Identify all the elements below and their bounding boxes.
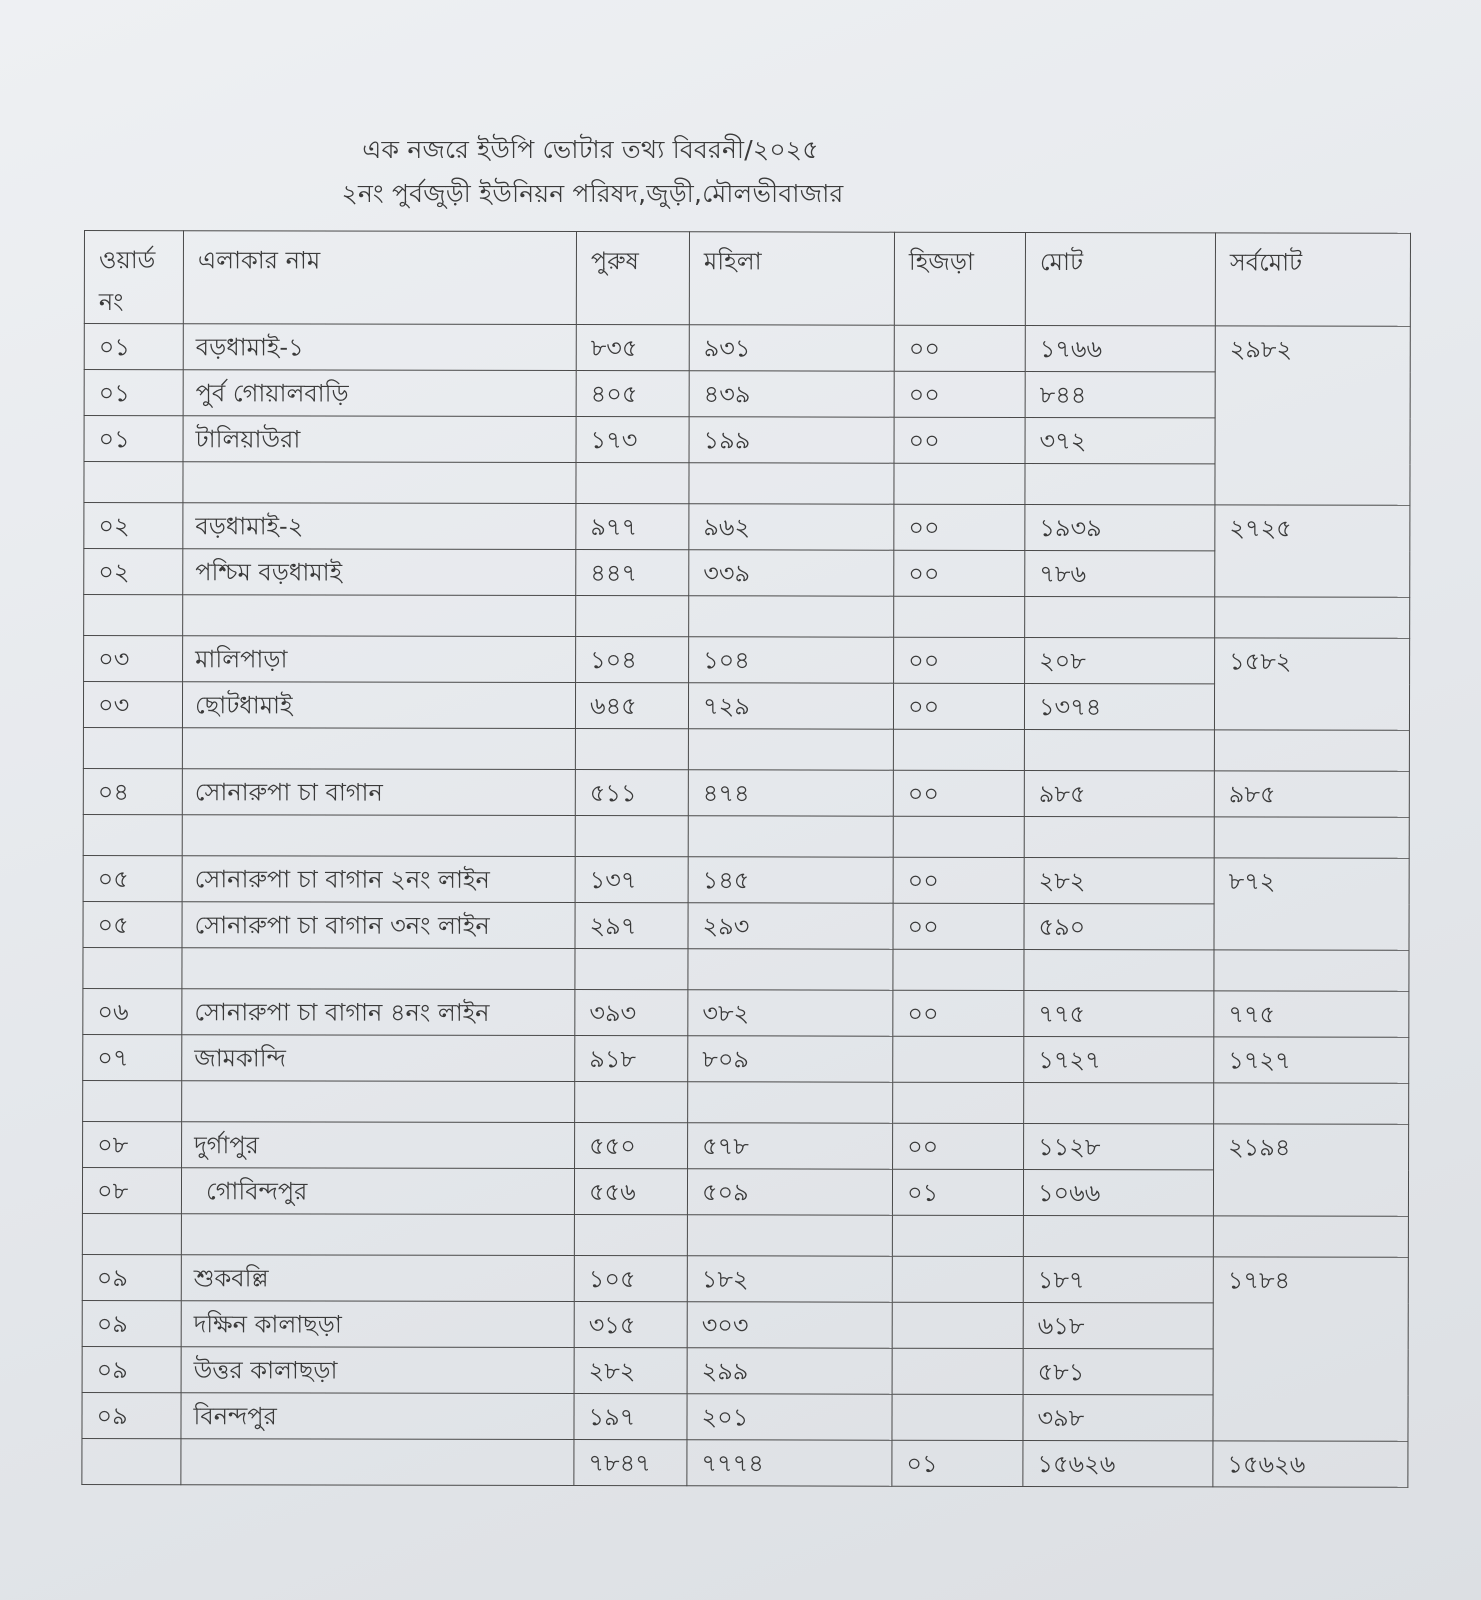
blank-cell (894, 463, 1025, 504)
blank-cell (576, 463, 689, 504)
blank-cell (576, 596, 689, 637)
ward-cell: ০৫ (83, 901, 182, 947)
ward-cell: ০৯ (82, 1300, 181, 1346)
spacer-row (83, 947, 1409, 991)
ward-cell: ০৮ (83, 1121, 182, 1167)
female-cell: ২০১ (687, 1394, 892, 1440)
blank-cell (1024, 816, 1214, 857)
blank-cell (575, 816, 688, 857)
male-cell: ৬৪৫ (575, 683, 688, 729)
hijra-cell: ০০ (893, 683, 1024, 729)
total-cell: ১১২৮ (1024, 1123, 1214, 1169)
female-cell: ৩০৩ (687, 1302, 892, 1348)
female-cell: ৪৩৯ (689, 371, 894, 417)
female-cell: ১০৪ (689, 637, 894, 683)
table-row (84, 370, 1410, 419)
spacer-row (84, 462, 1410, 506)
total-cell: ৫৮১ (1023, 1348, 1213, 1394)
table-header-row (84, 231, 1410, 327)
blank-cell (1214, 950, 1409, 991)
ward-cell: ০৯ (82, 1392, 181, 1438)
total-cell: ১৭৬৬ (1025, 325, 1215, 371)
hijra-cell: ০০ (894, 550, 1025, 596)
table-row (84, 503, 1410, 552)
male-cell: ৩১৫ (574, 1302, 687, 1348)
male-cell: ৩৯৩ (575, 990, 688, 1036)
blank-cell (83, 947, 182, 988)
table-row (84, 636, 1410, 685)
grand-total-cell: ৭৭৫ (1214, 991, 1409, 1037)
area-cell: ছোটধামাই (182, 682, 575, 729)
table-row (83, 1121, 1409, 1170)
female-cell: ৪৭৪ (688, 770, 893, 816)
total-cell: ৯৮৫ (1024, 770, 1214, 816)
blank-cell (183, 462, 576, 504)
female-cell: ২৯৯ (687, 1348, 892, 1394)
hijra-cell: ০০ (893, 903, 1024, 949)
hijra-cell: ০০ (893, 1123, 1024, 1169)
ward-cell: ০৫ (83, 855, 182, 901)
hijra-cell: ০০ (893, 857, 1024, 903)
blank-cell (84, 462, 183, 503)
blank-cell (182, 1081, 575, 1123)
male-cell: ২৮২ (574, 1348, 687, 1394)
total-cell: ৭৮৬ (1025, 550, 1215, 596)
column-header-hijra: হিজড়া (894, 232, 1025, 325)
voter-table (81, 230, 1411, 1488)
area-cell: শুকবল্লি (181, 1255, 574, 1302)
area-cell: মালিপাড়া (183, 636, 576, 683)
blank-cell (1024, 949, 1214, 990)
blank-cell (689, 463, 894, 504)
blank-cell (84, 595, 183, 636)
female-cell: ৯৬২ (689, 504, 894, 550)
total-grand-cell: ১৫৬২৬ (1213, 1441, 1408, 1487)
area-cell: বড়ধামাই-২ (183, 503, 576, 550)
male-cell: ১৩৭ (575, 857, 688, 903)
blank-cell (688, 949, 893, 990)
column-header-area: এলাকার নাম (183, 231, 576, 325)
ward-cell: ০৩ (84, 636, 183, 682)
male-cell: ১০৪ (576, 637, 689, 683)
total-cell: ১০৬৬ (1023, 1169, 1213, 1215)
spacer-row (84, 595, 1410, 639)
total-cell: ৩৯৮ (1023, 1394, 1213, 1440)
female-cell: ৭২৯ (688, 683, 893, 729)
hijra-cell: ০০ (894, 637, 1025, 683)
blank-cell (893, 949, 1024, 990)
total-cell: ৫৯০ (1024, 903, 1214, 949)
blank-cell (1214, 1083, 1409, 1124)
area-cell: জামকান্দি (182, 1035, 575, 1082)
area-cell: উত্তর কালাছড়া (181, 1347, 574, 1394)
blank-cell (575, 949, 688, 990)
female-cell: ১৮২ (687, 1256, 892, 1302)
male-cell: ৪০৫ (576, 371, 689, 417)
blank-cell (83, 814, 182, 855)
blank-cell (575, 729, 688, 770)
grand-total-cell: ২১৯৪ (1213, 1124, 1408, 1216)
female-cell: ৩৩৯ (689, 550, 894, 596)
blank-cell (182, 815, 575, 857)
area-cell: টালিয়াউরা (183, 416, 576, 463)
male-cell: ৫৫০ (575, 1123, 688, 1169)
total-hijra-cell: ০১ (892, 1440, 1023, 1486)
male-cell: ১৭৩ (576, 417, 689, 463)
table-row (83, 901, 1409, 950)
total-cell: ৮৪৪ (1025, 371, 1215, 417)
table-row (83, 855, 1409, 904)
area-cell: দুর্গাপুর (182, 1122, 575, 1169)
grand-total-cell: ১৭২৭ (1214, 1037, 1409, 1083)
column-header-grand-total: সর্বমোট (1215, 233, 1410, 326)
area-cell: পুর্ব গোয়ালবাড়ি (183, 370, 576, 417)
table-row (82, 1167, 1408, 1216)
total-cell: ১৩৭৪ (1024, 683, 1214, 729)
grand-total-cell: ১৭৮৪ (1213, 1257, 1408, 1441)
blank-cell (894, 596, 1025, 637)
column-header-female: মহিলা (689, 232, 894, 325)
blank-cell (1024, 729, 1214, 770)
total-female-cell: ৭৭৭৪ (687, 1440, 892, 1486)
table-row (82, 1300, 1408, 1349)
area-cell: দক্ষিন কালাছড়া (181, 1301, 574, 1348)
male-cell: ৮৩৫ (576, 325, 689, 371)
hijra-cell (893, 1036, 1024, 1082)
blank-cell (182, 728, 575, 770)
blank-cell (1213, 1216, 1408, 1257)
blank-cell (1214, 817, 1409, 858)
female-cell: ৫৭৮ (688, 1123, 893, 1169)
table-row (82, 1346, 1408, 1395)
area-cell: সোনারুপা চা বাগান (182, 769, 575, 816)
blank-cell (82, 1438, 181, 1484)
ward-cell: ০৯ (82, 1254, 181, 1300)
ward-cell: ০৬ (83, 988, 182, 1034)
ward-cell: ০২ (84, 503, 183, 549)
blank-cell (181, 1439, 574, 1486)
column-header-ward: ওয়ার্ড নং (84, 231, 183, 324)
hijra-cell: ০০ (894, 325, 1025, 371)
blank-cell (575, 1082, 688, 1123)
spacer-row (83, 727, 1409, 771)
blank-cell (82, 1213, 181, 1254)
ward-cell: ০১ (84, 324, 183, 370)
area-cell: সোনারুপা চা বাগান ৩নং লাইন (182, 902, 575, 949)
table-row (84, 549, 1410, 598)
table-row (82, 1254, 1408, 1303)
ward-cell: ০৩ (83, 682, 182, 728)
blank-cell (688, 1082, 893, 1123)
blank-cell (687, 1215, 892, 1256)
spacer-row (82, 1213, 1408, 1257)
table-row (83, 988, 1409, 1037)
hijra-cell (892, 1394, 1023, 1440)
table-row (83, 682, 1409, 731)
male-cell: ১০৫ (574, 1256, 687, 1302)
blank-cell (688, 816, 893, 857)
document-title: এক নজরে ইউপি ভোটার তথ্য বিবরনী/২০২৫ (362, 135, 819, 164)
blank-cell (892, 1215, 1023, 1256)
area-cell: বড়ধামাই-১ (183, 324, 576, 371)
blank-cell (1215, 597, 1410, 638)
blank-cell (893, 1082, 1024, 1123)
document-subtitle: ২নং পুর্বজুড়ী ইউনিয়ন পরিষদ,জুড়ী,মৌলভীবাজার (341, 179, 844, 208)
table-row (84, 416, 1410, 465)
blank-cell (893, 816, 1024, 857)
ward-cell: ০৯ (82, 1346, 181, 1392)
total-total-cell: ১৫৬২৬ (1023, 1440, 1213, 1486)
blank-cell (893, 729, 1024, 770)
female-cell: ১৪৫ (688, 857, 893, 903)
table-row (82, 1392, 1408, 1441)
total-cell: ১৯৩৯ (1025, 504, 1215, 550)
total-cell: ২০৮ (1025, 637, 1215, 683)
blank-cell (1025, 463, 1215, 504)
grand-total-cell: ৮৭২ (1214, 858, 1409, 950)
hijra-cell (892, 1348, 1023, 1394)
male-cell: ৫১১ (575, 770, 688, 816)
blank-cell (1214, 730, 1409, 771)
column-header-male: পুরুষ (576, 232, 689, 325)
female-cell: ৯৩১ (689, 325, 894, 371)
male-cell: ১৯৭ (574, 1394, 687, 1440)
total-cell: ৬১৮ (1023, 1302, 1213, 1348)
grand-total-cell: ২৭২৫ (1215, 505, 1410, 597)
ward-cell: ০১ (84, 416, 183, 462)
area-cell: বিনন্দপুর (181, 1393, 574, 1440)
grand-total-cell: ১৫৮২ (1214, 638, 1409, 730)
female-cell: ১৯৯ (689, 417, 894, 463)
spacer-row (83, 1080, 1409, 1124)
female-cell: ২৯৩ (688, 903, 893, 949)
grand-total-cell: ৯৮৫ (1214, 771, 1409, 817)
ward-cell: ০৪ (83, 768, 182, 814)
female-cell: ৮০৯ (688, 1036, 893, 1082)
blank-cell (1025, 596, 1215, 637)
area-cell: সোনারুপা চা বাগান ৪নং লাইন (182, 989, 575, 1036)
male-cell: ৯১৮ (575, 1036, 688, 1082)
blank-cell (83, 1080, 182, 1121)
hijra-cell: ০০ (893, 770, 1024, 816)
area-cell: গোবিন্দপুর (181, 1168, 574, 1215)
blank-cell (689, 596, 894, 637)
blank-cell (83, 727, 182, 768)
table-row (83, 1034, 1409, 1083)
blank-cell (1023, 1215, 1213, 1256)
hijra-cell: ০০ (894, 417, 1025, 463)
ward-cell: ০৭ (83, 1034, 182, 1080)
hijra-cell: ০১ (892, 1169, 1023, 1215)
hijra-cell: ০০ (894, 371, 1025, 417)
area-cell: সোনারুপা চা বাগান ২নং লাইন (182, 856, 575, 903)
hijra-cell (892, 1256, 1023, 1302)
blank-cell (688, 729, 893, 770)
spacer-row (83, 814, 1409, 858)
blank-cell (182, 948, 575, 990)
female-cell: ৫০৯ (687, 1169, 892, 1215)
column-header-total: মোট (1025, 232, 1215, 325)
table-row (83, 768, 1409, 817)
male-cell: ৯৭৭ (576, 504, 689, 550)
male-cell: ২৯৭ (575, 903, 688, 949)
ward-cell: ০২ (84, 549, 183, 595)
total-male-cell: ৭৮৪৭ (574, 1440, 687, 1486)
total-cell: ১৮৭ (1023, 1256, 1213, 1302)
blank-cell (1024, 1082, 1214, 1123)
area-cell: পশ্চিম বড়ধামাই (183, 549, 576, 596)
blank-cell (183, 595, 576, 637)
table-row (84, 324, 1410, 373)
hijra-cell: ০০ (894, 504, 1025, 550)
total-cell: ৭৭৫ (1024, 990, 1214, 1036)
female-cell: ৩৮২ (688, 990, 893, 1036)
grand-total-cell: ২৯৮২ (1215, 326, 1410, 505)
male-cell: ৪৪৭ (576, 550, 689, 596)
male-cell: ৫৫৬ (574, 1169, 687, 1215)
ward-cell: ০১ (84, 370, 183, 416)
total-cell: ১৭২৭ (1024, 1036, 1214, 1082)
blank-cell (181, 1214, 574, 1256)
hijra-cell: ০০ (893, 990, 1024, 1036)
ward-cell: ০৮ (82, 1167, 181, 1213)
blank-cell (574, 1215, 687, 1256)
totals-row (82, 1438, 1408, 1487)
total-cell: ২৮২ (1024, 857, 1214, 903)
total-cell: ৩৭২ (1025, 417, 1215, 463)
hijra-cell (892, 1302, 1023, 1348)
